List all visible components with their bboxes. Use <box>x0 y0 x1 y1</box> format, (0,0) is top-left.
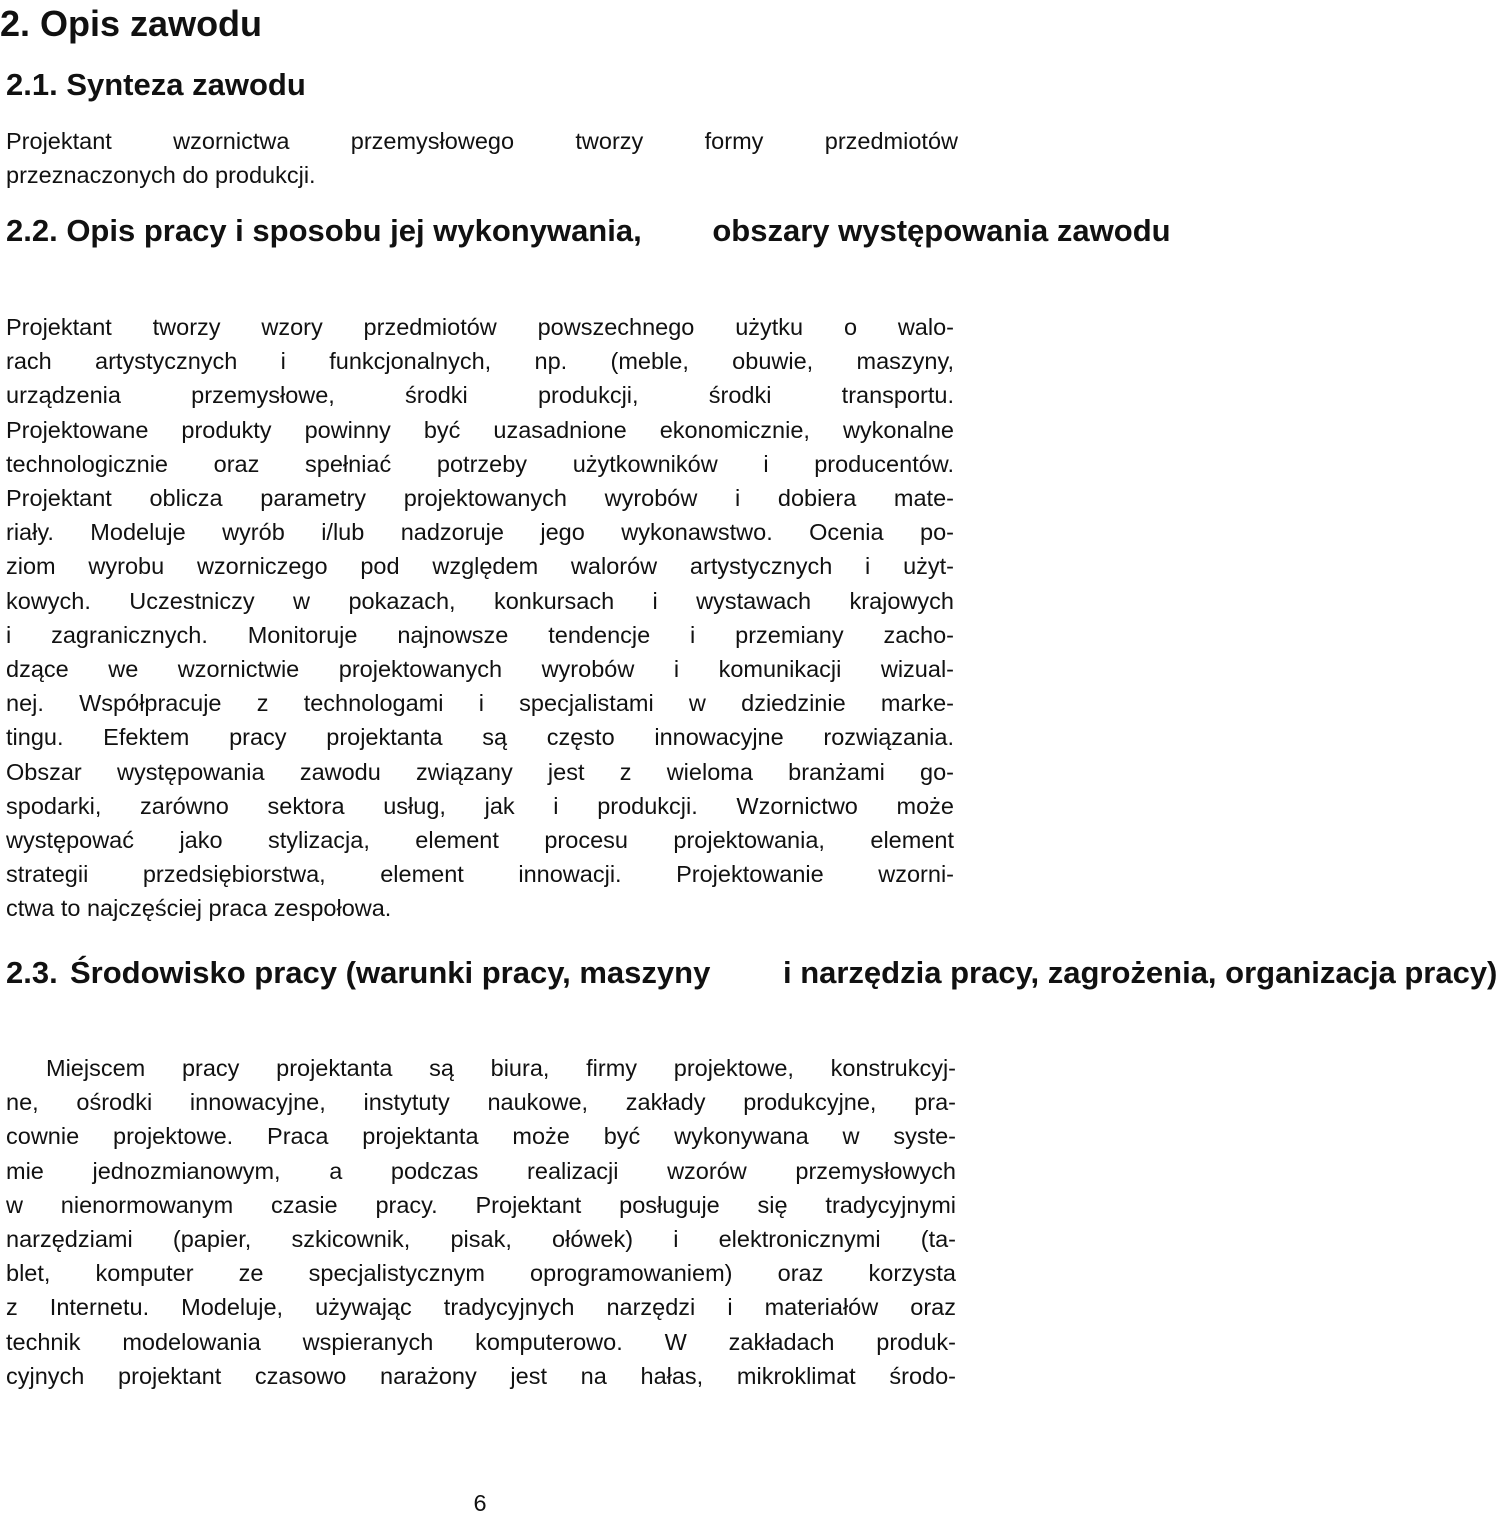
text-line: nej. Współpracuje z technologami i specjalistami w dziedzinie marke- <box>6 690 954 717</box>
heading-2-3-line2: i narzędzia pracy, zagrożenia, organizacja pracy) <box>782 955 1497 990</box>
text-line: mie jednozmianowym, a podczas realizacji wzorów przemysłowych <box>6 1157 956 1184</box>
heading-2-2-line2: obszary występowania zawodu <box>712 213 1171 248</box>
text-line: technik modelowania wspieranych komputerowo. W zakładach produk- <box>6 1328 956 1355</box>
text-line: narzędziami (papier, szkicownik, pisak, ołówek) i elektronicznymi (ta- <box>6 1226 956 1253</box>
text-line: ne, ośrodki innowacyjne, instytuty naukowe, zakłady produkcyjne, pra- <box>6 1089 956 1116</box>
text-line: Projektant tworzy wzory przedmiotów powszechnego użytku o walo- <box>6 314 954 340</box>
text-line: i zagranicznych. Monitoruje najnowsze tendencje i przemiany zacho- <box>6 621 954 648</box>
text-line: Projektant oblicza parametry projektowanych wyrobów i dobiera mate- <box>6 485 954 512</box>
page-number: 6 <box>473 1490 487 1516</box>
text-line: Projektowane produkty powinny być uzasadnione ekonomicznie, wykonalne <box>6 416 954 443</box>
heading-2-2-line1: 2.2. Opis pracy i sposobu jej wykonywania, <box>6 213 642 248</box>
text-line: riały. Modeluje wyrób i/lub nadzoruje jego wykonawstwo. Ocenia po- <box>6 519 954 546</box>
text-line: technologicznie oraz spełniać potrzeby użytkowników i producentów. <box>6 450 954 477</box>
text-line: rach artystycznych i funkcjonalnych, np. (meble, obuwie, maszyny, <box>6 348 954 375</box>
text-line: urządzenia przemysłowe, środki produkcji, środki transportu. <box>6 382 954 409</box>
heading-2-3-number: 2.3. <box>6 955 58 990</box>
text-line: strategii przedsiębiorstwa, element innowacji. Projektowanie wzorni- <box>6 861 954 888</box>
paragraph-2-3 <box>6 1051 956 1393</box>
text-line: Obszar występowania zawodu związany jest z wieloma branżami go- <box>6 758 954 785</box>
text-line: kowych. Uczestniczy w pokazach, konkursach i wystawach krajowych <box>6 587 954 614</box>
text-line: cyjnych projektant czasowo narażony jest na hałas, mikroklimat środo- <box>6 1362 956 1389</box>
heading-2-3-line1: Środowisko pracy (warunki pracy, maszyny <box>70 955 711 990</box>
heading-2-1: 2.1. Synteza zawodu <box>6 67 306 102</box>
section-title: 2. Opis zawodu <box>0 3 263 44</box>
text-line: ziom wyrobu wzorniczego pod względem walorów artystycznych i użyt- <box>6 553 954 580</box>
paragraph-2-2 <box>6 310 954 926</box>
text-line: z Internetu. Modeluje, używając tradycyjnych narzędzi i materiałów oraz <box>6 1294 956 1321</box>
text-line: Projektant wzornictwa przemysłowego tworzy formy przedmiotów <box>6 128 958 154</box>
text-line: blet, komputer ze specjalistycznym oprogramowaniem) oraz korzysta <box>6 1260 956 1287</box>
heading-2-2 <box>6 212 1171 250</box>
text-line: dzące we wzornictwie projektowanych wyrobów i komunikacji wizual- <box>6 656 954 683</box>
text-line: występować jako stylizacja, element procesu projektowania, element <box>6 827 954 854</box>
text-line: przeznaczonych do produkcji. <box>6 162 316 189</box>
paragraph-2-1 <box>6 124 958 192</box>
text-line: tingu. Efektem pracy projektanta są często innowacyjne rozwiązania. <box>6 724 954 751</box>
text-line: cownie projektowe. Praca projektanta może być wykonywana w syste- <box>6 1123 956 1150</box>
text-line: w nienormowanym czasie pracy. Projektant posługuje się tradycyjnymi <box>6 1191 956 1218</box>
text-line: spodarki, zarówno sektora usług, jak i produkcji. Wzornictwo może <box>6 792 954 819</box>
heading-2-3 <box>6 954 1497 992</box>
text-line: ctwa to najczęściej praca zespołowa. <box>6 895 392 922</box>
text-line: Miejscem pracy projektanta są biura, firmy projektowe, konstrukcyj- <box>46 1055 956 1081</box>
